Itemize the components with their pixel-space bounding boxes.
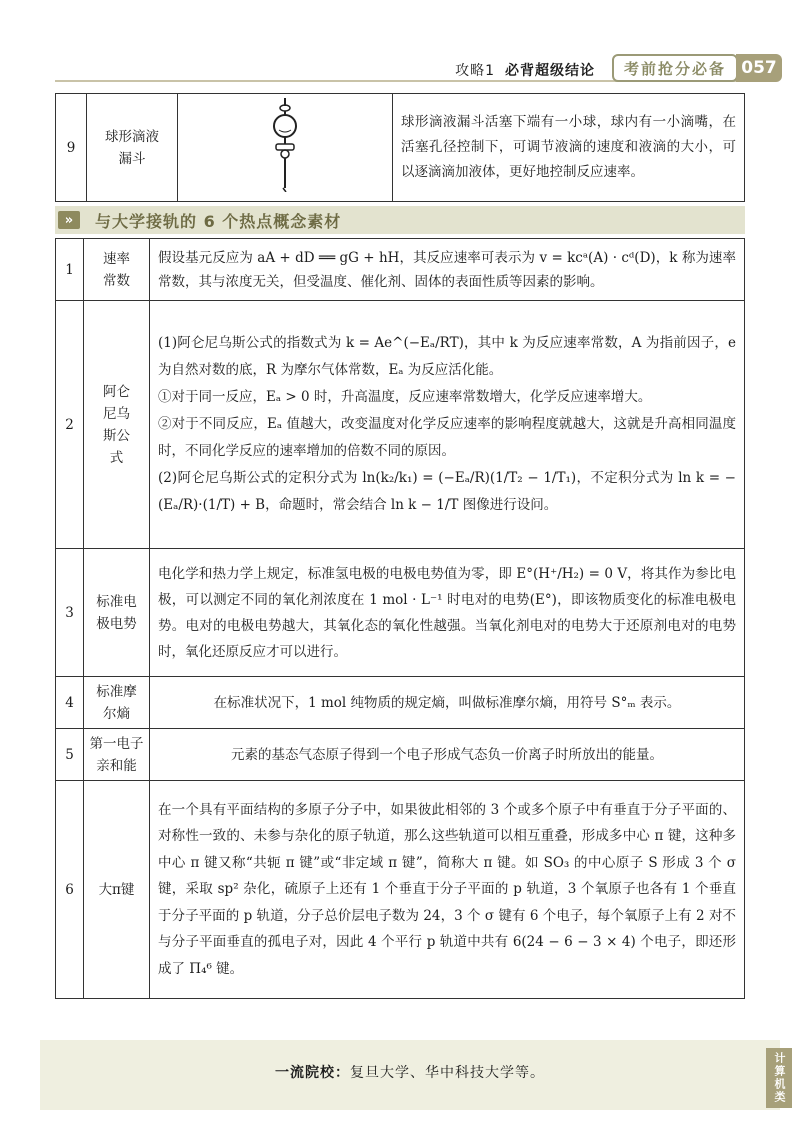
row-paragraph: ②对于不同反应，Eₐ 值越大，改变温度对化学反应速率的影响程度就越大，这就是升高相同温度时，不同化学反应的速率增加的倍数不同的原因。 [158, 416, 736, 459]
table-row [56, 239, 745, 301]
row-number: 9 [56, 94, 87, 202]
section-title: 与大学接轨的 6 个热点概念素材 [95, 212, 342, 231]
funnel-table [55, 93, 745, 202]
row-paragraph: 元素的基态气态原子得到一个电子形成气态负一价离子时所放出的能量。 [231, 746, 663, 763]
header-tag: 考前抢分必备 [612, 54, 738, 82]
footer-label: 一流院校： [275, 1065, 350, 1081]
row-paragraph: 在一个具有平面结构的多原子分子中，如果彼此相邻的 3 个或多个原子中有垂直于分子平面的、对称性一致的、未参与杂化的原子轨道，那么这些轨道可以相互重叠，形成多中心 π 键，这种多中心 π 键又称“共轭 π 键”或“非定域 π 键”，简称大 π 键。如 SO₃ 的中心原子 S 形成 3 个 σ 键，采取 sp² 杂化，硫原子上还有 1 个垂直于分子平面的 p 轨道，3 个氧原子也各有 1 个垂直于分子平面的 p 轨道，分子总价层电子数为 24，3 个 σ 键有 6 个电子，每个氧原子上有 2 对不与分子平面垂直的孤电子对，因此 4 个平行 p 轨道中共有 6(24 − 6 − 3 × 4) 个电子，即还形成了 Π₄⁶ 键。 [158, 801, 736, 977]
row-name: 标准摩尔熵 [84, 677, 150, 729]
row-number: 1 [56, 239, 84, 301]
row-body [150, 677, 745, 729]
double-chevron-icon: » [58, 211, 80, 229]
row-name: 标准电极电势 [84, 549, 150, 677]
table-row [56, 549, 745, 677]
footer-text [40, 1062, 780, 1082]
row-number: 3 [56, 549, 84, 677]
table-row [56, 729, 745, 781]
row-paragraph: (1)阿仑尼乌斯公式的指数式为 k = Ae^(−Eₐ/RT)，其中 k 为反应速率常数，A 为指前因子，e 为自然对数的底，R 为摩尔气体常数，Eₐ 为反应活化能。 [158, 335, 736, 378]
row-name: 大π键 [84, 781, 150, 999]
row-paragraph: ①对于同一反应，Eₐ > 0 时，升高温度，反应速率常数增大，化学反应速率增大。 [158, 389, 652, 405]
row-body [150, 549, 745, 677]
header-strategy: 攻略1 [455, 63, 495, 79]
header-breadcrumb [455, 60, 595, 80]
row-body [150, 729, 745, 781]
page-footer [40, 1040, 780, 1110]
row-body [150, 239, 745, 301]
row-name: 阿仑尼乌斯公式 [84, 301, 150, 549]
row-paragraph: 在标准状况下，1 mol 纯物质的规定熵，叫做标准摩尔熵，用符号 S°ₘ 表示。 [213, 694, 681, 711]
row-name: 球形滴液漏斗 [87, 94, 178, 202]
row-number: 4 [56, 677, 84, 729]
page-header [0, 52, 800, 86]
table-row [56, 94, 745, 202]
table-row [56, 781, 745, 999]
concept-table [55, 238, 745, 999]
funnel-illustration-cell [178, 94, 393, 202]
row-name: 第一电子亲和能 [84, 729, 150, 781]
page-number: 057 [736, 54, 782, 82]
row-paragraph: 电化学和热力学上规定，标准氢电极的电极电势值为零，即 E°(H⁺/H₂) = 0 V，将其作为参比电极，可以测定不同的氧化剂浓度在 1 mol · L⁻¹ 时电对的电势(E°)，即该物质变化的标准电极电势。电对的电极电势越大，其氧化态的氧化性越强。当氧化剂电对的电势大于还原剂电对的电势时，氧化还原反应才可以进行。 [158, 565, 736, 660]
row-name: 速率常数 [84, 239, 150, 301]
row-body [150, 301, 745, 549]
row-paragraph: (2)阿仑尼乌斯公式的定积分式为 ln(k₂/k₁) = (−Eₐ/R)(1/T₂ − 1/T₁)，不定积分式为 ln k = −(Eₐ/R)·(1/T) + B，命题时，常会结合 ln k − 1/T 图像进行设问。 [158, 470, 736, 513]
footer-schools: 复旦大学、华中科技大学等。 [350, 1065, 545, 1081]
row-body: 球形滴液漏斗活塞下端有一小球，球内有一小滴嘴，在活塞孔径控制下，可调节液滴的速度和液滴的大小，可以逐滴滴加液体，更好地控制反应速率。 [393, 94, 745, 202]
table-row [56, 677, 745, 729]
header-chapter: 必背超级结论 [505, 63, 595, 79]
table-row [56, 301, 745, 549]
row-paragraph: 假设基元反应为 aA + dD ══ gG + hH，其反应速率可表示为 v = kcᵃ(A) · cᵈ(D)，k 称为速率常数，其与浓度无关，但受温度、催化剂、固体的表面性质等因素的影响。 [158, 249, 736, 290]
row-number: 2 [56, 301, 84, 549]
side-tab: 计算机类 [766, 1048, 792, 1108]
row-number: 6 [56, 781, 84, 999]
section-title-bar [55, 206, 745, 234]
row-number: 5 [56, 729, 84, 781]
dropping-funnel-illustration [265, 96, 305, 192]
row-body [150, 781, 745, 999]
